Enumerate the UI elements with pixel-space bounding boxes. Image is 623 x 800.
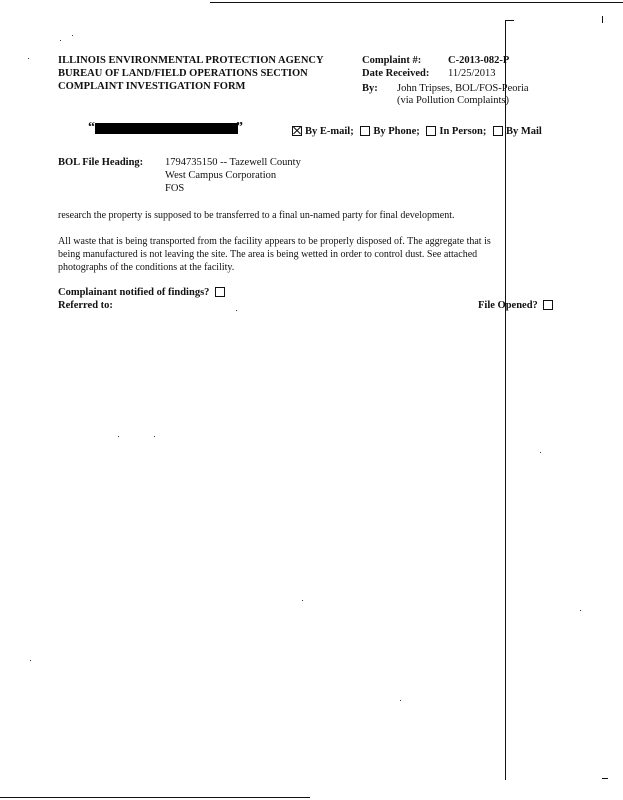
quote-close: ” [236, 120, 243, 135]
scan-speck [400, 700, 401, 701]
quote-open: “ [88, 120, 95, 135]
complainant-notified-checkbox[interactable] [215, 287, 225, 297]
scan-speck [302, 600, 303, 601]
by-subtext: (via Pollution Complaints) [397, 95, 509, 106]
scan-tick [506, 20, 514, 21]
file-heading-line1: 1794735150 -- Tazewell County [165, 157, 301, 168]
complainant-notified-row [58, 286, 228, 299]
mail-checkbox[interactable] [493, 126, 503, 136]
scan-speck [118, 436, 119, 437]
scan-speck [60, 40, 61, 41]
date-received-label: Date Received: [362, 68, 430, 79]
referred-to-label: Referred to: [58, 300, 113, 311]
by-label: By: [362, 83, 378, 94]
scan-border-top [210, 2, 623, 3]
scan-border-bottom [0, 797, 310, 798]
in-person-checkbox[interactable] [426, 126, 436, 136]
file-opened-checkbox[interactable] [543, 300, 553, 310]
complainant-notified-label: Complainant notified of findings? [58, 287, 210, 298]
file-heading-line3: FOS [165, 183, 185, 194]
body-paragraph-2-line1: All waste that is being transported from the facility appears to be properly disposed of. The aggregate that is [58, 236, 491, 247]
scan-speck [28, 58, 29, 59]
bureau-name: BUREAU OF LAND/FIELD OPERATIONS SECTION [58, 68, 308, 79]
form-title: COMPLAINT INVESTIGATION FORM [58, 81, 246, 92]
email-label: By E-mail; [305, 126, 354, 137]
contact-method-row [292, 125, 542, 138]
scan-edge-mark [602, 16, 603, 23]
scan-speck [154, 436, 155, 437]
body-paragraph-1: research the property is supposed to be transferred to a final un-named party for final development. [58, 210, 455, 221]
agency-name: ILLINOIS ENVIRONMENTAL PROTECTION AGENCY [58, 55, 324, 66]
date-received-value: 11/25/2013 [448, 68, 496, 79]
mail-label: By Mail [505, 126, 542, 137]
scan-speck [30, 660, 31, 661]
scan-speck [72, 35, 73, 36]
in-person-label: In Person; [439, 126, 487, 137]
phone-checkbox[interactable] [360, 126, 370, 136]
complaint-number-value: C-2013-082-P [448, 55, 510, 66]
by-value: John Tripses, BOL/FOS-Peoria [397, 83, 529, 94]
phone-label: By Phone; [373, 126, 420, 137]
scan-speck [540, 452, 541, 453]
redaction-bar [95, 123, 238, 134]
complaint-number-label: Complaint #: [362, 55, 422, 66]
scan-speck [580, 610, 581, 611]
file-heading-line2: West Campus Corporation [165, 170, 277, 181]
file-opened-label: File Opened? [478, 300, 538, 311]
file-opened-row [478, 299, 556, 312]
scan-speck [236, 310, 237, 311]
email-checkbox[interactable] [292, 126, 302, 136]
file-heading-label: BOL File Heading: [58, 157, 144, 168]
body-paragraph-2-line3: photographs of the conditions at the facility. [58, 262, 235, 273]
body-paragraph-2-line2: being manufactured is not leaving the site. The area is being wetted in order to control dust. See attached [58, 249, 478, 260]
scan-edge-mark-bottom [602, 778, 608, 779]
